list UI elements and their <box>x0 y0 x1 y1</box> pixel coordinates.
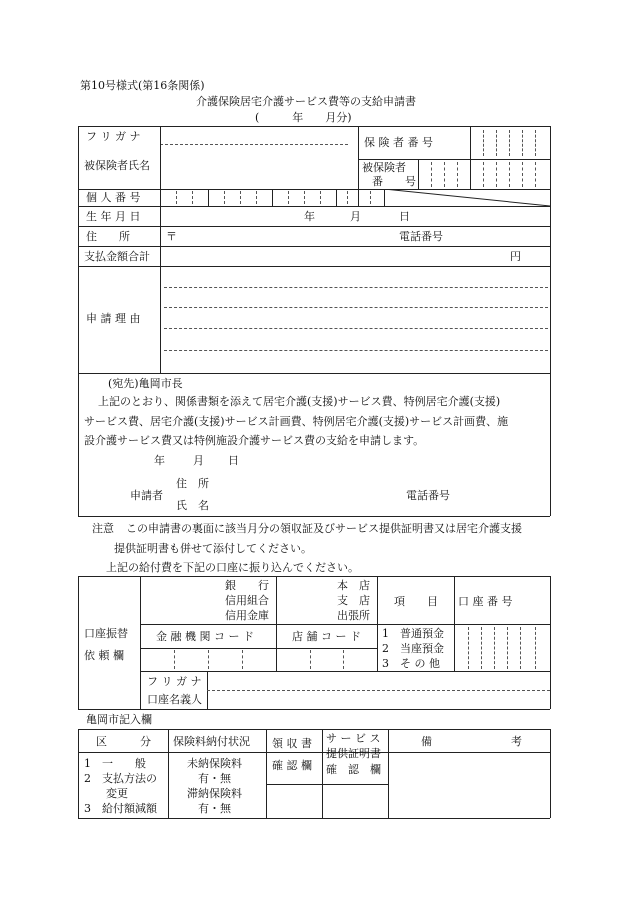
premium-unpaid-yn: 有・無 <box>198 772 231 785</box>
birthdate-label: 生 年 月 日 <box>86 210 141 223</box>
total-amount-label: 支払金額合計 <box>84 250 150 263</box>
premium-arrears: 滞納保険料 <box>187 787 242 800</box>
insurer-number-label: 保 険 者 番 号 <box>364 136 433 149</box>
form-number: 第10号様式(第16条関係) <box>80 79 205 92</box>
bank-code-label: 金 融 機 関 コ ー ド <box>156 630 254 643</box>
bank-section-label-1: 口座振替 <box>84 627 128 640</box>
applicant-label: 申請者 <box>130 489 163 502</box>
applicant-address-label: 住 所 <box>176 477 209 490</box>
category-1: 1 一 般 <box>84 757 146 770</box>
col-remarks-b: 考 <box>511 735 522 748</box>
col-receipt-1: 領 収 書 <box>272 737 312 750</box>
account-holder-label: 口座名義人 <box>147 693 202 706</box>
item-header: 項 目 <box>394 595 438 608</box>
note-line-2: 提供証明書も併せて添付してください。 <box>114 542 312 555</box>
col-category: 区 分 <box>96 735 151 748</box>
insured-number-label-1: 被保険者 <box>362 161 406 174</box>
premium-unpaid: 未納保険料 <box>187 757 242 770</box>
furigana-label: フ リ ガ ナ <box>86 130 141 143</box>
insured-name-field[interactable] <box>162 147 356 187</box>
date-day-label: 日 <box>228 454 239 467</box>
account-number-label: 口 座 番 号 <box>458 595 513 608</box>
col-premium-status: 保険料納付状況 <box>173 735 250 748</box>
branch-type-2: 支 店 <box>337 594 370 607</box>
personal-number-label: 個 人 番 号 <box>86 191 141 204</box>
birth-day-label: 日 <box>399 210 410 223</box>
category-3: 3 給付額減額 <box>84 802 157 815</box>
bank-type-1: 銀 行 <box>225 579 269 592</box>
transfer-request: 上記の給付費を下記の口座に振り込んでください。 <box>106 561 359 574</box>
note-line-1: この申請書の裏面に該当月分の領収証及びサービス提供証明書又は居宅介護支援 <box>126 522 522 535</box>
category-2b: 変更 <box>84 787 128 800</box>
form-title: 介護保険居宅介護サービス費等の支給申請書 <box>196 95 416 108</box>
reason-label: 申 請 理 由 <box>86 312 141 325</box>
yen-label: 円 <box>510 250 521 263</box>
bank-section-label-2: 依 頼 欄 <box>84 649 124 662</box>
branch-type-1: 本 店 <box>337 579 370 592</box>
statement-line-1: 上記のとおり、関係書類を添えて居宅介護(支援)サービス費、特例居宅介護(支援) <box>98 395 501 408</box>
date-month-label: 月 <box>193 454 204 467</box>
statement-line-2: サービス費、居宅介護(支援)サービス計画費、特例居宅介護(支援)サービス計画費、施 <box>84 415 509 428</box>
phone-label: 電話番号 <box>399 230 443 243</box>
addressee: (宛先)亀岡市長 <box>108 377 183 390</box>
birth-month-label: 月 <box>350 210 361 223</box>
account-type-option-1[interactable]: 1 普通預金 <box>382 627 444 640</box>
insured-name-label: 被保険者氏名 <box>84 159 150 172</box>
birth-year-label: 年 <box>304 210 315 223</box>
col-service-1: サ ー ビ ス <box>326 732 381 745</box>
bank-type-2: 信用組合 <box>225 594 269 607</box>
postal-mark: 〒 <box>166 230 177 243</box>
branch-type-3: 出張所 <box>337 609 370 622</box>
date-year-label: 年 <box>154 454 165 467</box>
bank-type-3: 信用金庫 <box>225 609 269 622</box>
col-remarks-a: 備 <box>421 735 432 748</box>
holder-furigana-label: フ リ ガ ナ <box>147 675 202 688</box>
col-service-3: 確 認 欄 <box>326 763 381 776</box>
insured-number-label-2: 番 号 <box>372 175 416 188</box>
address-label: 住 所 <box>86 230 130 243</box>
col-service-2: 提供証明書 <box>326 747 381 760</box>
premium-arrears-yn: 有・無 <box>198 802 231 815</box>
account-type-option-2[interactable]: 2 当座預金 <box>382 642 444 655</box>
unused-cell-diagonal <box>384 189 550 206</box>
form-period: ( 年 月分) <box>255 111 352 124</box>
account-type-option-3[interactable]: 3 そ の 他 <box>382 657 440 670</box>
branch-code-label: 店 舗 コ ー ド <box>292 630 361 643</box>
applicant-phone-label: 電話番号 <box>406 489 450 502</box>
city-section-title: 亀岡市記入欄 <box>86 713 152 726</box>
applicant-name-label: 氏 名 <box>176 499 209 512</box>
col-receipt-2: 確 認 欄 <box>272 759 312 772</box>
note-label: 注意 <box>92 522 114 535</box>
statement-line-3: 設介護サービス費又は特例施設介護サービス費の支給を申請します。 <box>84 434 425 447</box>
category-2a: 2 支払方法の <box>84 772 157 785</box>
